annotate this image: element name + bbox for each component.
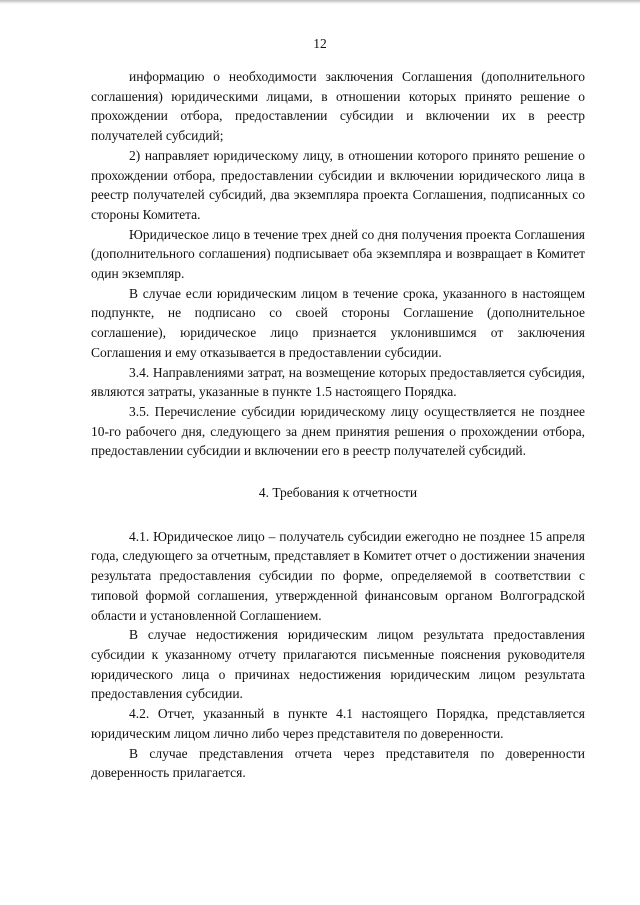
paragraph-3-5: 3.5. Перечисление субсидии юридическому лицу осуществляется не позднее 10-го рабочего дня, следующего за днем принятия решения о прохождении отбора, предоставлении субсидии и включении его в реестр получателей субсидий. (91, 403, 585, 459)
page-number: 12 (313, 36, 327, 51)
paragraph-signing-deadline: Юридическое лицо в течение трех дней со дня получения проекта Соглашения (дополнительного соглашения) подписывает оба экземпляра и возвращает в Комитет один экземпляр. (91, 226, 585, 282)
section-heading: 4. Требования к отчетности (258, 485, 418, 501)
paragraph-sends-agreement: 2) направляет юридическому лицу, в отношении которого принято решение о прохождении отбора, предоставлении субсидии и включении юридического лица в реестр получателей субсидий, два экземпляра проекта Соглашения, подписанных со стороны Комитета. (91, 147, 585, 222)
paragraph-refusal: В случае если юридическим лицом в течение срока, указанного в настоящем подпункте, не подписано со своей стороны Соглашение (дополнительное соглашение), юридическое лицо признается уклонившимся от заключения Соглашения и ему отказывается в предоставлении субсидии. (91, 285, 585, 360)
paragraph-4-1: 4.1. Юридическое лицо – получатель субсидии ежегодно не позднее 15 апреля года, следующего за отчетным, представляет в Комитет отчет о достижении значения результата предоставления субсидии по форме, определяемой в соответствии с типовой формой соглашения, утвержденной финансовым органом Волгоградской области и установленной Соглашением. (91, 528, 585, 623)
scan-edge-shadow (0, 0, 640, 4)
paragraph-4-2: 4.2. Отчет, указанный в пункте 4.1 настоящего Порядка, представляется юридическим лицом лично либо через представителя по доверенности. (91, 706, 585, 741)
document-body (91, 67, 585, 783)
paragraph-notification: информацию о необходимости заключения Соглашения (дополнительного соглашения) юридическими лицами, в отношении которых принято решение о прохождении отбора, предоставлении субсидии и включении их в реестр получателей субсидий; (91, 69, 585, 144)
paragraph-non-achievement: В случае недостижения юридическим лицом результата предоставления субсидии к указанному отчету прилагаются письменные пояснения руководителя юридического лица о причинах недостижения юридическим лицом результата предоставления субсидии. (91, 627, 585, 702)
paragraph-power-of-attorney: В случае представления отчета через представителя по доверенности доверенность прилагается. (91, 745, 585, 781)
paragraph-3-4: 3.4. Направлениями затрат, на возмещение которых предоставляется субсидия, являются затраты, указанные в пункте 1.5 настоящего Порядка. (91, 364, 585, 400)
